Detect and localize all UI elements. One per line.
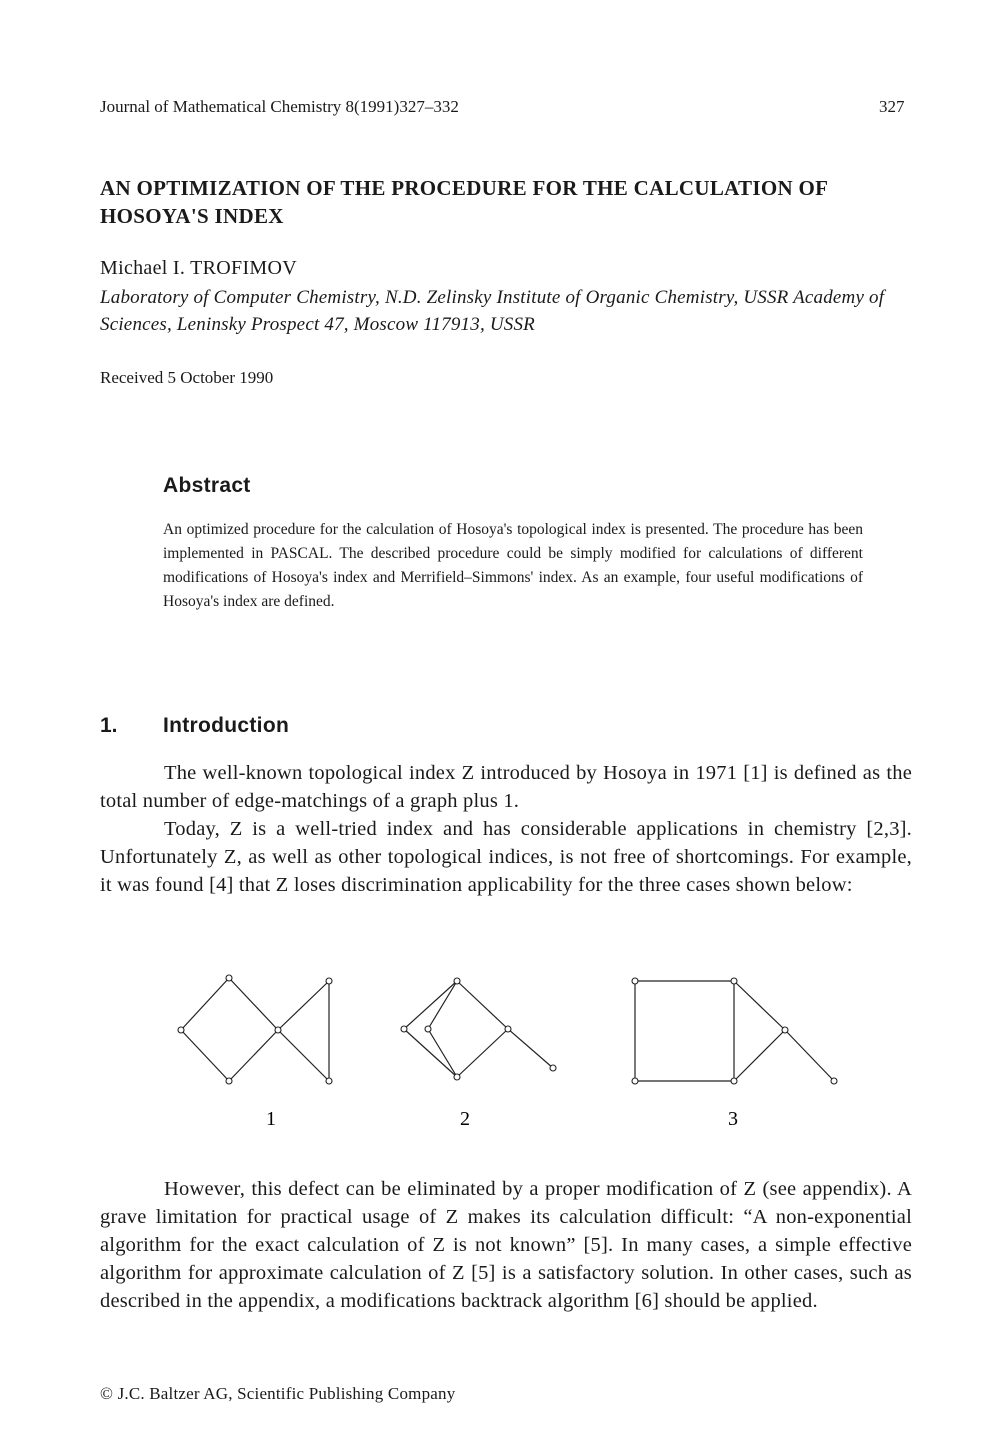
- intro-text: [100, 759, 912, 899]
- section-number: 1.: [100, 714, 118, 737]
- paper-title: AN OPTIMIZATION OF THE PROCEDURE FOR THE CALCULATION OF HOSOYA'S INDEX: [100, 176, 828, 228]
- graph-2: [401, 978, 556, 1080]
- graph-1-vertex: [226, 975, 232, 981]
- graph-1-label: 1: [266, 1108, 276, 1130]
- post-figure-text: [100, 1175, 912, 1315]
- graph-figure: [170, 968, 850, 1143]
- section-title: Introduction: [163, 714, 290, 737]
- graph-figure-svg: [170, 968, 850, 1138]
- graph-2-vertex: [401, 1026, 407, 1032]
- graph-2-vertex: [505, 1026, 511, 1032]
- graph-2-vertex: [425, 1026, 431, 1032]
- graph-2-vertex: [550, 1065, 556, 1071]
- intro-paragraph-1: The well-known topological index Z introduced by Hosoya in 1971 [1] is defined as the total number of edge-matchings of a graph plus 1.: [100, 762, 912, 812]
- author-affiliation: Laboratory of Computer Chemistry, N.D. Zelinsky Institute of Organic Chemistry, USSR Academy of Sciences, Leninsky Prospect 47, Moscow 117913, USSR: [100, 287, 885, 335]
- graph-3-vertex: [632, 1078, 638, 1084]
- page-number: 327: [879, 97, 905, 116]
- graph-3-vertex: [782, 1027, 788, 1033]
- graph-1-vertex: [178, 1027, 184, 1033]
- graph-1-vertex: [326, 1078, 332, 1084]
- graph-1-vertex: [326, 978, 332, 984]
- author-name: Michael I. TROFIMOV: [100, 257, 297, 279]
- graph-2-label: 2: [460, 1108, 470, 1130]
- post-figure-paragraph: However, this defect can be eliminated by a proper modification of Z (see appendix). A grave limitation for practical usage of Z makes its calculation difficult: “A non-exponential algorithm for the exact calculation of Z is not known” [5]. In many cases, a simple effective algorithm for approximate calculation of Z [5] is a satisfactory solution. In other cases, such as described in the appendix, a modifications backtrack algorithm [6] should be applied.: [100, 1178, 912, 1312]
- graph-1-vertex: [226, 1078, 232, 1084]
- graph-3-vertex: [731, 1078, 737, 1084]
- graph-3-vertex: [731, 978, 737, 984]
- received-date: Received 5 October 1990: [100, 368, 274, 387]
- graph-1-vertex: [275, 1027, 281, 1033]
- running-head: Journal of Mathematical Chemistry 8(1991)327–332: [100, 97, 459, 116]
- graph-2-vertex: [454, 1074, 460, 1080]
- abstract-heading: Abstract: [163, 474, 251, 497]
- graph-3-label: 3: [728, 1108, 738, 1130]
- graph-3-vertex: [831, 1078, 837, 1084]
- graph-3: [632, 978, 837, 1084]
- graph-1: [178, 975, 332, 1084]
- copyright-footer: © J.C. Baltzer AG, Scientific Publishing Company: [100, 1384, 456, 1403]
- abstract-text: An optimized procedure for the calculation of Hosoya's topological index is presented. The procedure has been implemented in PASCAL. The described procedure could be simply modified for calculations of different modifications of Hosoya's index and Merrifield–Simmons' index. As an example, four useful modifications of Hosoya's index are defined.: [163, 521, 863, 610]
- graph-2-vertex: [454, 978, 460, 984]
- intro-paragraph-2: Today, Z is a well-tried index and has considerable applications in chemistry [2,3]. Unfortunately Z, as well as other topological indices, is not free of shortcomings. For example, it was found [4] that Z loses discrimination applicability for the three cases shown below:: [100, 818, 912, 896]
- graph-3-vertex: [632, 978, 638, 984]
